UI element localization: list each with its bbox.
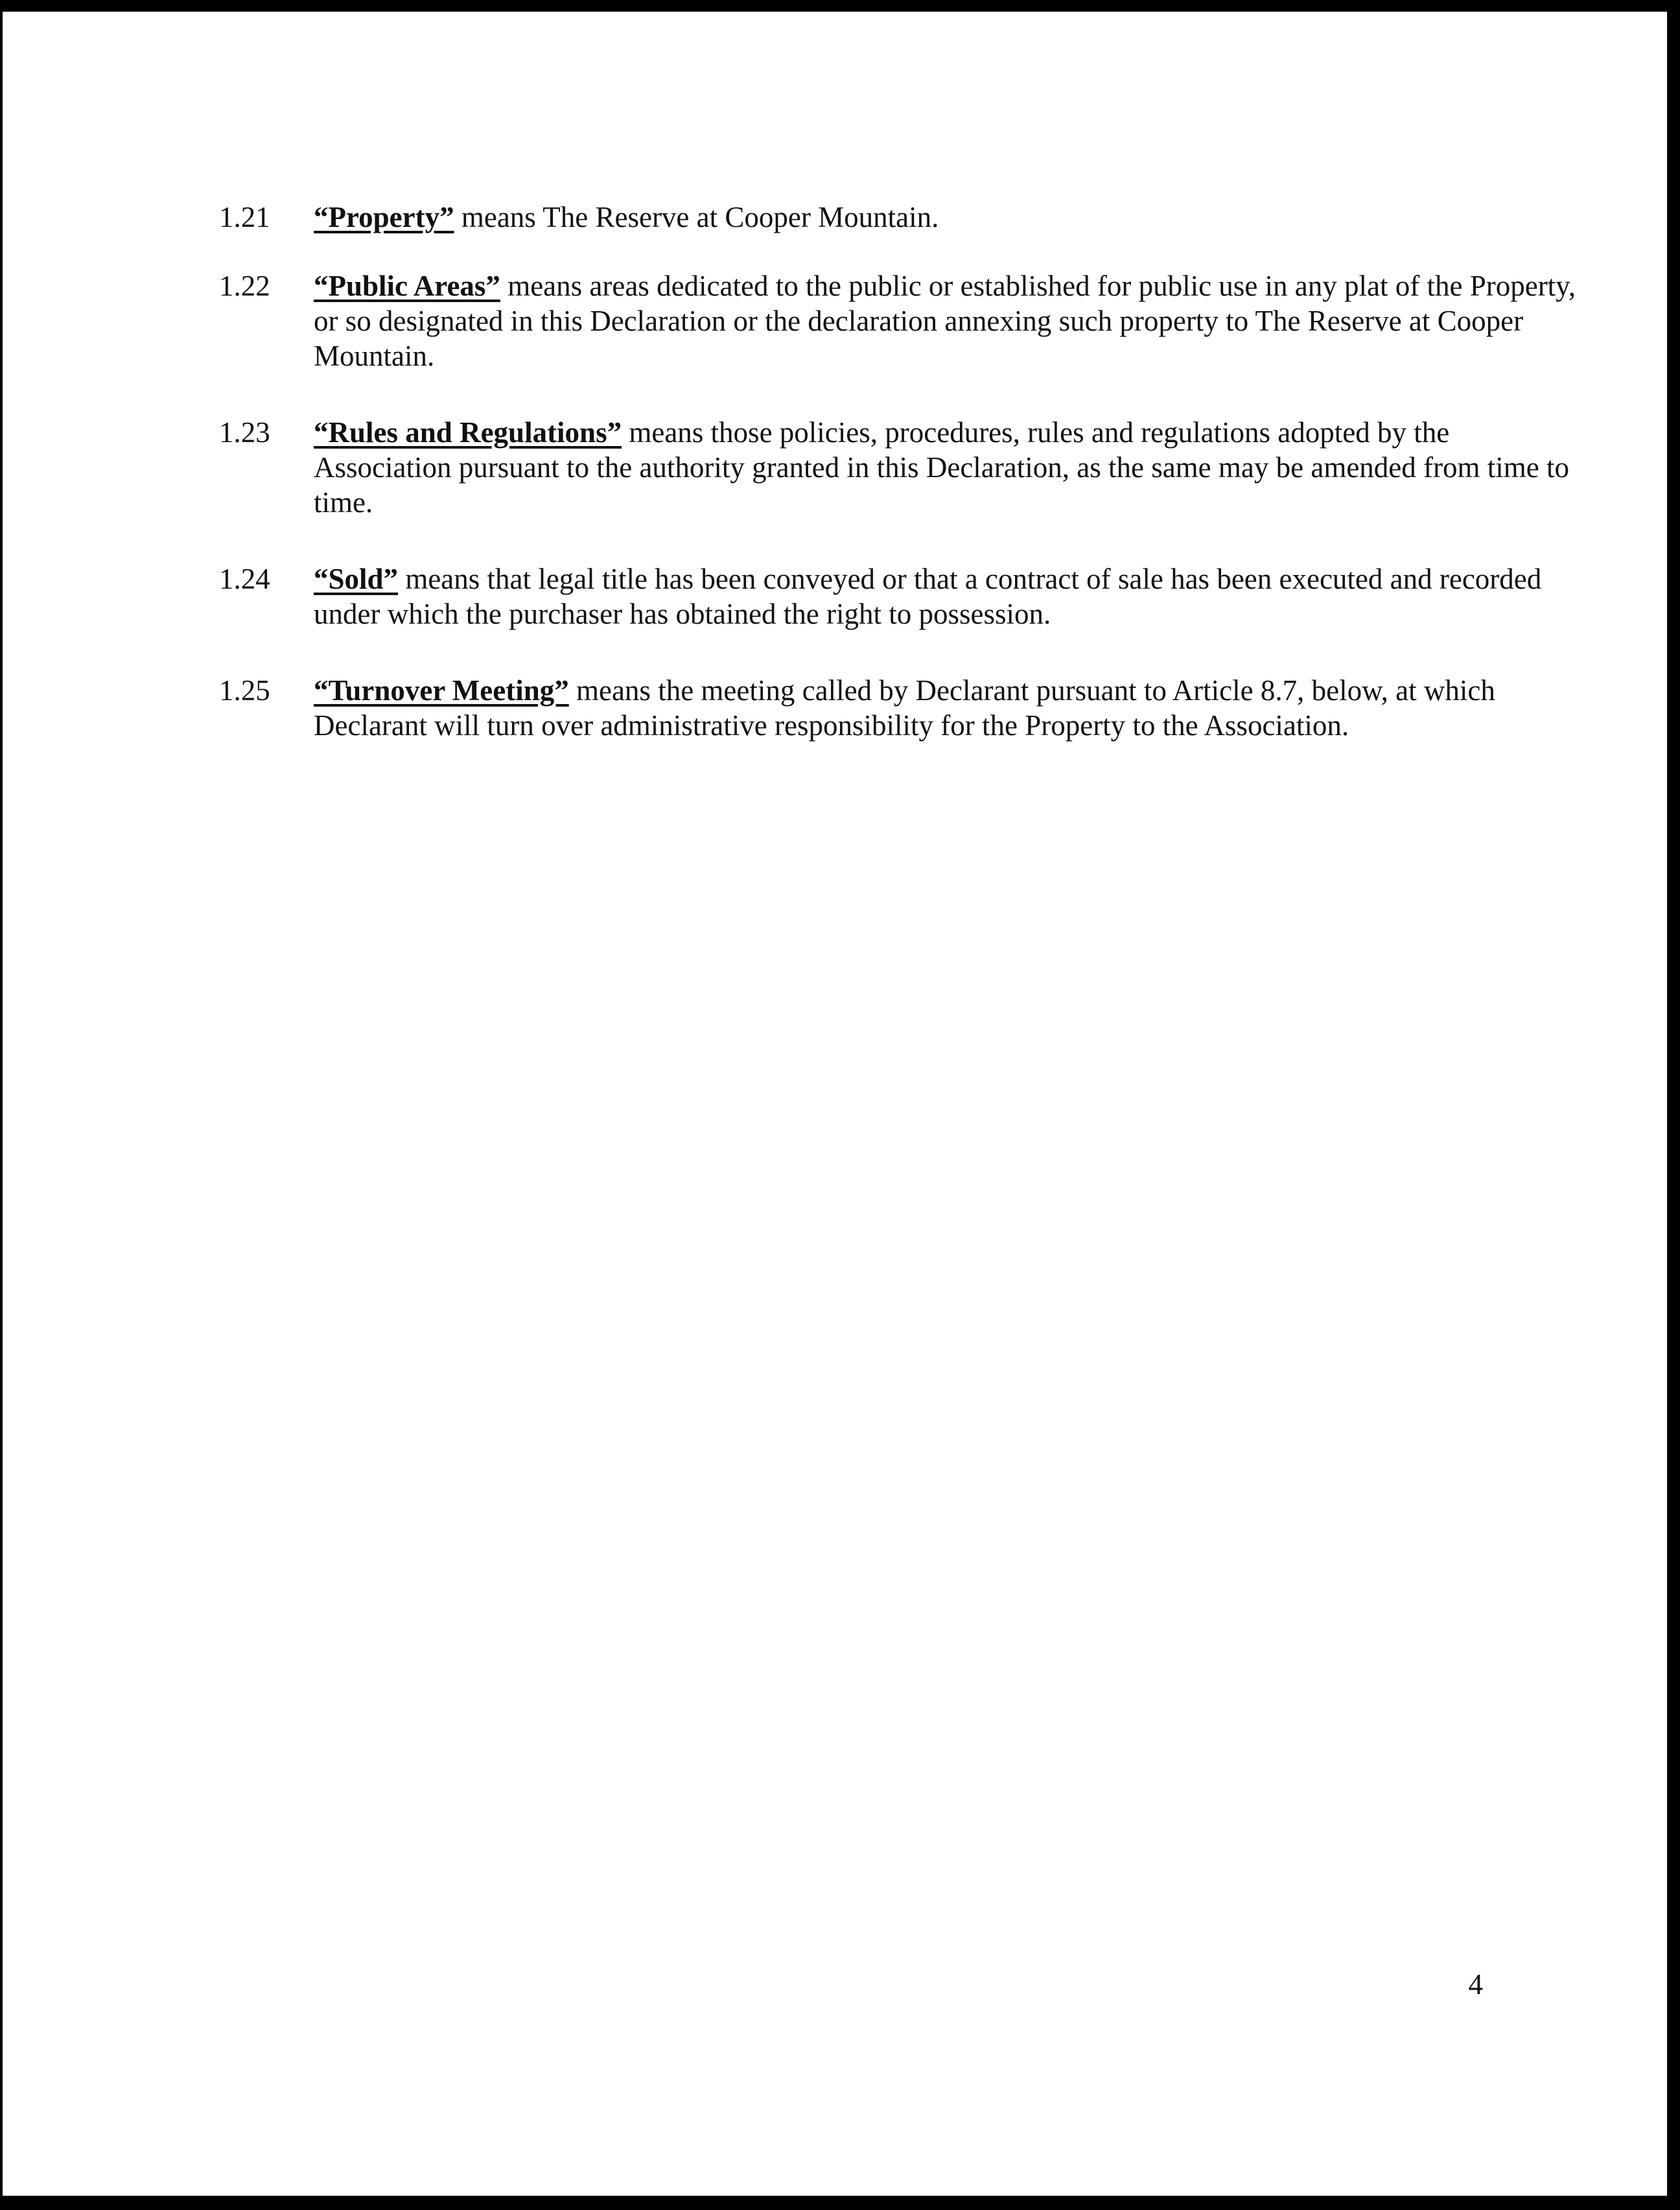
definition-term: “Public Areas” (314, 270, 500, 302)
definition-term: “Sold” (314, 563, 399, 595)
definition-term: “Turnover Meeting” (314, 674, 569, 707)
definition-body (314, 673, 1584, 743)
definition-body (314, 268, 1584, 373)
definition-text: means areas dedicated to the public or established for public use in any plat of the Property, or so designated in this Declaration or the declaration annexing such property to The Reserve at Cooper Mountain. (314, 270, 1576, 372)
definition-number: 1.21 (219, 201, 270, 233)
definition-text: means those policies, procedures, rules and regulations adopted by the Association pursuant to the authority granted in this Declaration, as the same may be amended from time to time. (314, 416, 1569, 519)
definition-body (314, 561, 1584, 631)
definition-body (314, 200, 1584, 235)
definition-term: “Rules and Regulations” (314, 416, 622, 449)
definition-text: means The Reserve at Cooper Mountain. (454, 201, 939, 233)
definition-number: 1.24 (219, 563, 270, 595)
definition-number: 1.22 (219, 270, 270, 302)
definition-number: 1.25 (219, 674, 270, 707)
definition-number: 1.23 (219, 416, 270, 449)
definition-body (314, 415, 1584, 520)
definition-text: means that legal title has been conveyed or that a contract of sale has been executed and recorded under which the purchaser has obtained the right to possession. (314, 563, 1542, 630)
definition-text: means the meeting called by Declarant pursuant to Article 8.7, below, at which Declarant will turn over administrative responsibility for the Property to the Association. (314, 674, 1495, 742)
definition-term: “Property” (314, 201, 454, 233)
page-number: 4 (1468, 1968, 1483, 2001)
